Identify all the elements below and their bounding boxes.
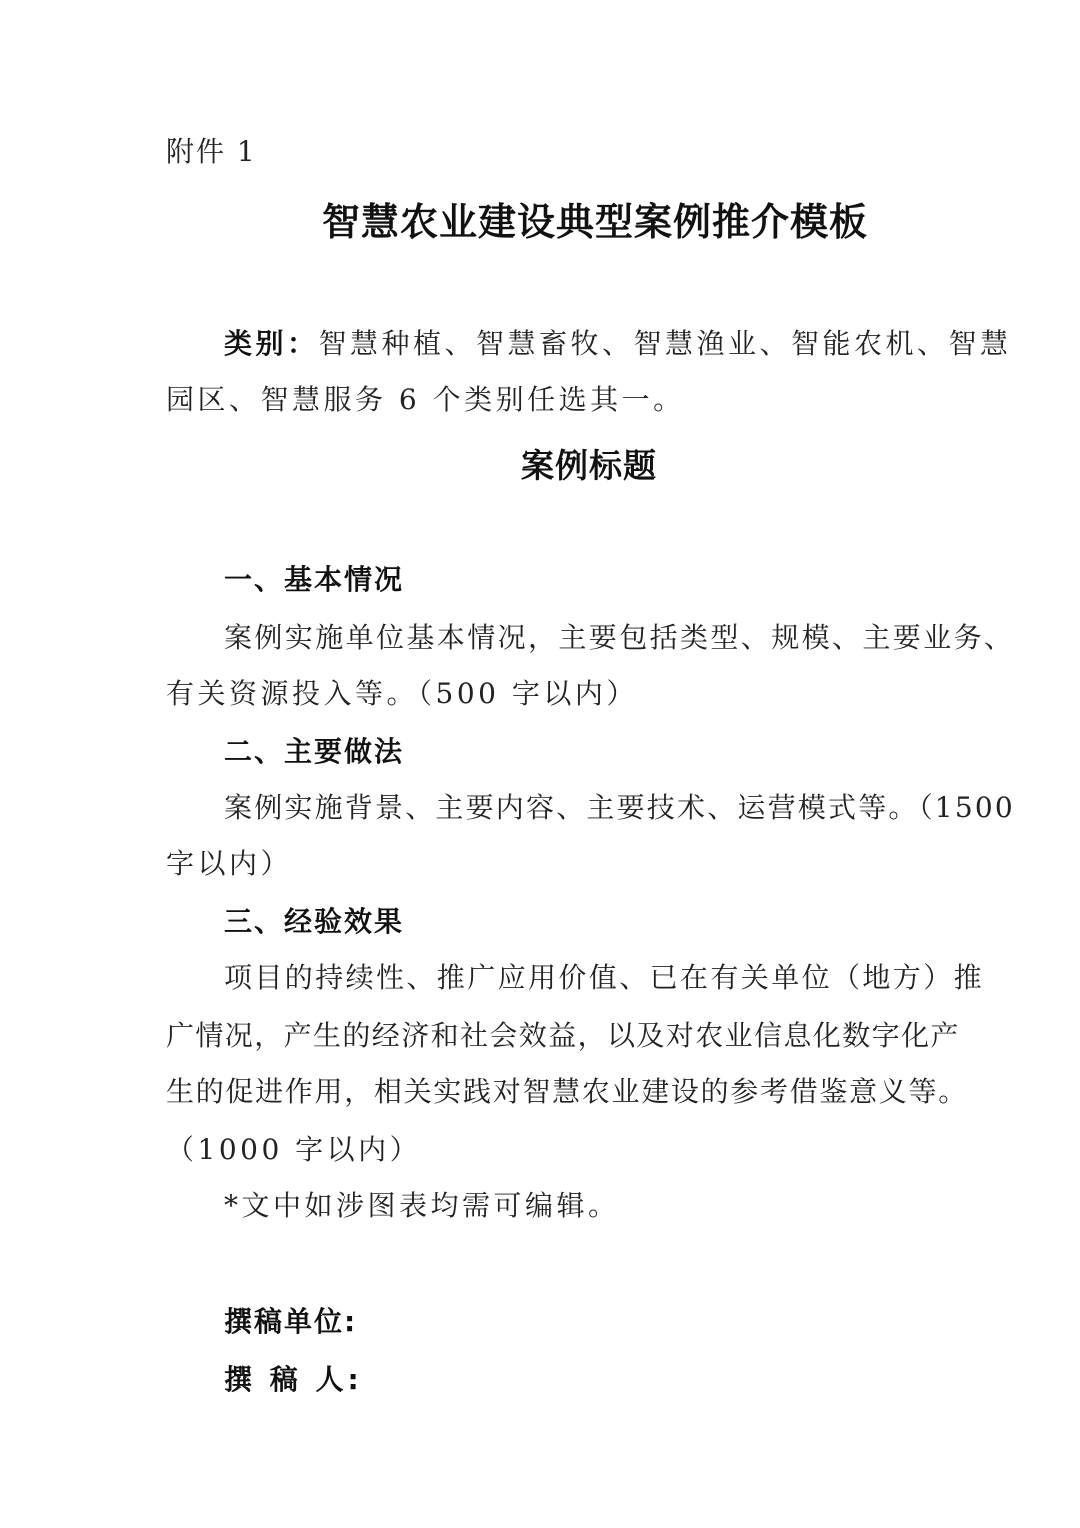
section-text-line: 有关资源投入等。（500 字以内） <box>166 677 638 710</box>
category-line-1 <box>224 326 1012 362</box>
author-label: 撰 稿 人: <box>224 1363 363 1396</box>
section-text-line: 广情况，产生的经济和社会效益，以及对农业信息化数字化产 <box>166 1019 960 1052</box>
section-text-line: 案例实施单位基本情况，主要包括类型、规模、主要业务、 <box>224 621 1015 654</box>
editable-note: *文中如涉图表均需可编辑。 <box>224 1189 620 1222</box>
category-options: 智慧种植、智慧畜牧、智慧渔业、智能农机、智慧 <box>318 327 1012 360</box>
section-heading-experience-effects: 三、经验效果 <box>224 905 405 938</box>
case-title: 案例标题 <box>521 446 657 485</box>
attachment-label: 附件 1 <box>166 135 257 168</box>
document-title: 智慧农业建设典型案例推介模板 <box>321 200 868 244</box>
section-text-line: 字以内） <box>166 847 293 880</box>
section-text-line: 项目的持续性、推广应用价值、已在有关单位（地方）推 <box>224 961 985 994</box>
author-unit-label: 撰稿单位: <box>224 1305 358 1338</box>
category-label: 类别： <box>224 327 319 360</box>
section-text-line: （1000 字以内） <box>166 1133 422 1166</box>
category-line-2: 园区、智慧服务 6 个类别任选其一。 <box>166 383 685 416</box>
section-heading-main-practices: 二、主要做法 <box>224 735 405 768</box>
section-text-line: 案例实施背景、主要内容、主要技术、运营模式等。（1500 <box>224 791 1015 824</box>
section-text-line: 生的促进作用，相关实践对智慧农业建设的参考借鉴意义等。 <box>166 1075 968 1108</box>
section-heading-basic-info: 一、基本情况 <box>224 563 405 596</box>
